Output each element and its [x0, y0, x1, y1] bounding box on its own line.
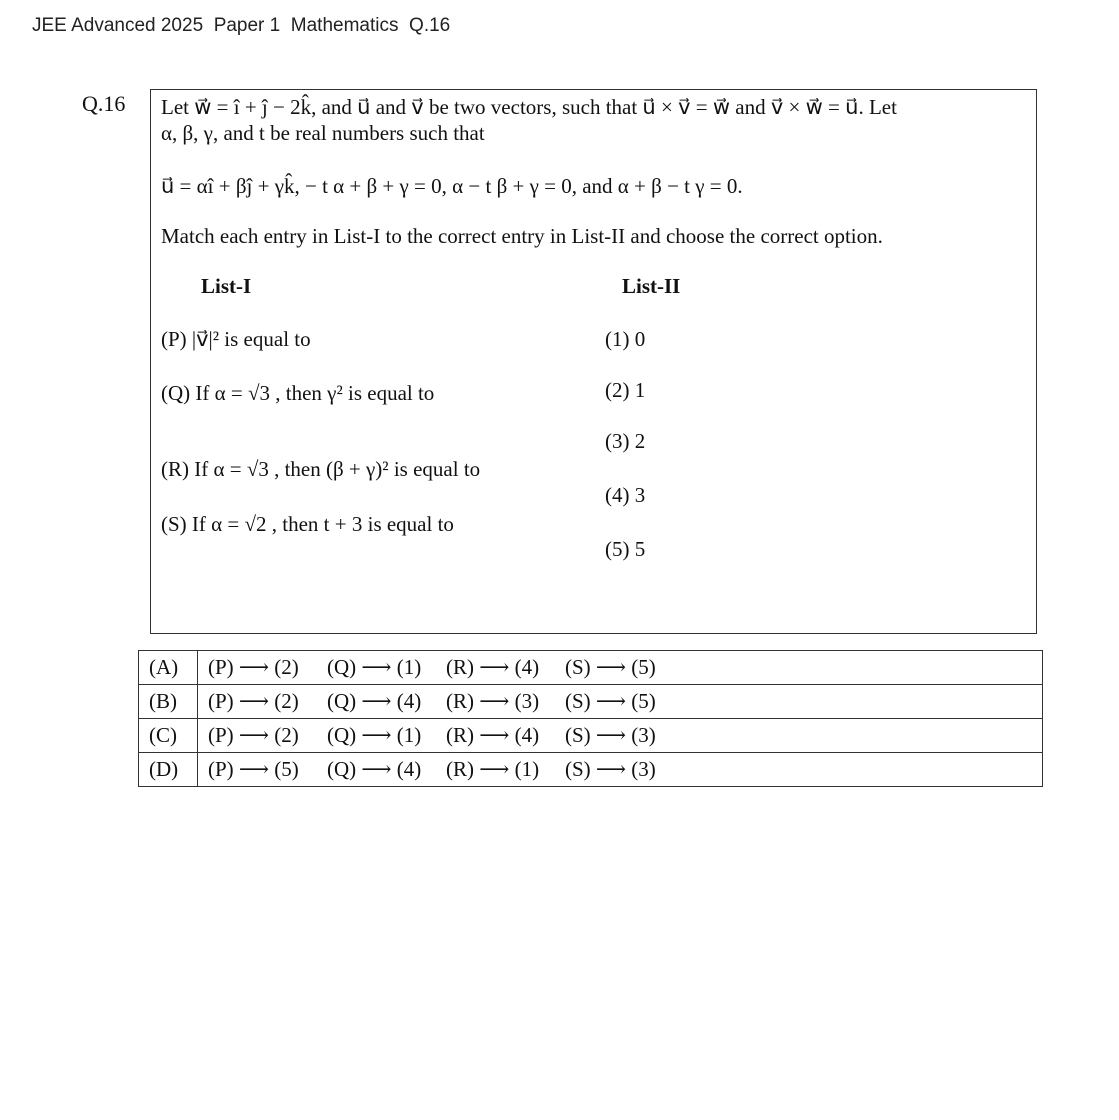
option-mappings — [198, 753, 1043, 787]
list-1-heading: List-I — [201, 274, 252, 298]
question-line-1: Let w⃗ = î + ĵ − 2k̂, and u⃗ and v⃗ be two vectors, such that u⃗ × v⃗ = w⃗ and v⃗ × w⃗ = u⃗. Let — [161, 95, 897, 119]
option-label[interactable]: (B) — [139, 685, 198, 719]
list-2-item-3: (3) 2 — [605, 429, 646, 453]
list-1-item-q: (Q) If α = √3 , then γ² is equal to — [161, 381, 435, 405]
question-instruction: Match each entry in List-I to the correct entry in List-II and choose the correct option. — [161, 224, 883, 248]
option-row-c[interactable] — [139, 719, 1043, 753]
option-mappings — [198, 719, 1043, 753]
list-1-item-r: (R) If α = √3 , then (β + γ)² is equal to — [161, 457, 481, 481]
option-mappings — [198, 685, 1043, 719]
option-mappings — [198, 651, 1043, 685]
mapping-r: (R) ⟶ (4) — [446, 723, 540, 747]
mapping-p: (P) ⟶ (2) — [208, 689, 299, 713]
mapping-p: (P) ⟶ (5) — [208, 757, 299, 781]
question-equation: u⃗ = αî + βĵ + γk̂, − t α + β + γ = 0, α − t β + γ = 0, and α + β − t γ = 0. — [161, 174, 743, 198]
option-label[interactable]: (C) — [139, 719, 198, 753]
list-1-item-p: (P) |v⃗|² is equal to — [161, 327, 311, 351]
list-1-item-s: (S) If α = √2 , then t + 3 is equal to — [161, 512, 454, 536]
mapping-p: (P) ⟶ (2) — [208, 723, 299, 747]
mapping-q: (Q) ⟶ (4) — [327, 689, 422, 713]
list-2-item-2: (2) 1 — [605, 378, 646, 402]
option-row-a[interactable] — [139, 651, 1043, 685]
list-2-item-5: (5) 5 — [605, 537, 646, 561]
mapping-r: (R) ⟶ (4) — [446, 655, 540, 679]
option-row-b[interactable] — [139, 685, 1043, 719]
list-2-item-1: (1) 0 — [605, 327, 646, 351]
mapping-q: (Q) ⟶ (4) — [327, 757, 422, 781]
mapping-s: (S) ⟶ (5) — [565, 655, 656, 679]
option-row-d[interactable] — [139, 753, 1043, 787]
mapping-r: (R) ⟶ (3) — [446, 689, 540, 713]
mapping-q: (Q) ⟶ (1) — [327, 723, 422, 747]
list-2-item-4: (4) 3 — [605, 483, 646, 507]
mapping-r: (R) ⟶ (1) — [446, 757, 540, 781]
option-label[interactable]: (D) — [139, 753, 198, 787]
list-2-heading: List-II — [622, 274, 681, 298]
question-line-2: α, β, γ, and t be real numbers such that — [161, 121, 485, 145]
option-label[interactable]: (A) — [139, 651, 198, 685]
mapping-s: (S) ⟶ (3) — [565, 757, 656, 781]
answer-options-table — [138, 650, 1043, 787]
mapping-s: (S) ⟶ (3) — [565, 723, 656, 747]
mapping-s: (S) ⟶ (5) — [565, 689, 656, 713]
question-box — [150, 89, 1037, 634]
mapping-p: (P) ⟶ (2) — [208, 655, 299, 679]
mapping-q: (Q) ⟶ (1) — [327, 655, 422, 679]
question-number: Q.16 — [82, 91, 126, 116]
page-header: JEE Advanced 2025 Paper 1 Mathematics Q.16 — [32, 15, 451, 36]
